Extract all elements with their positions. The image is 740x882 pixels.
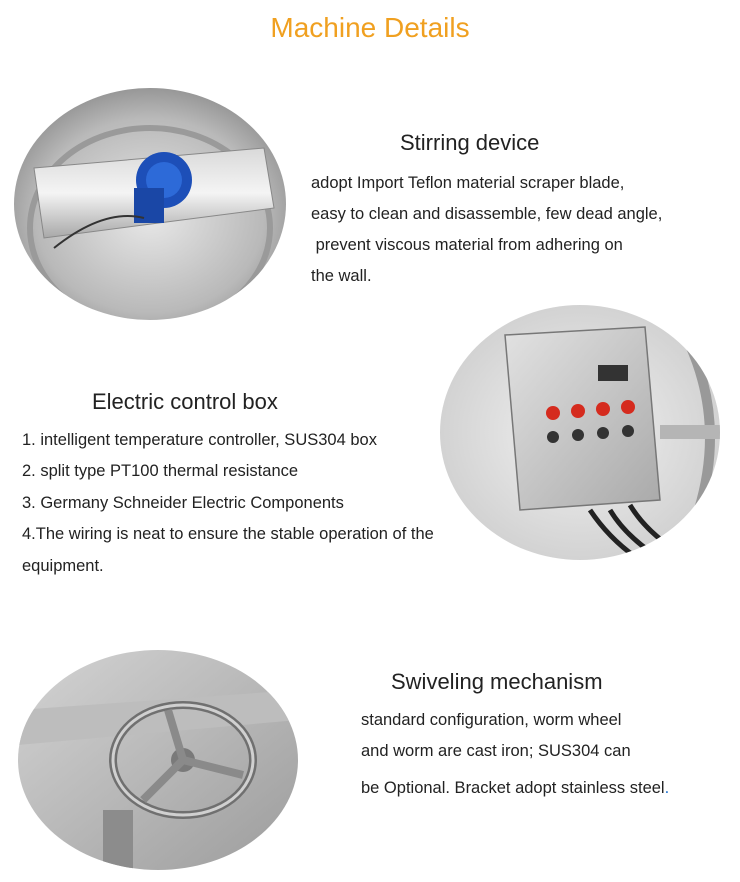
control-box-line: 1. intelligent temperature controller, SUS304 box	[22, 431, 377, 449]
swiveling-mechanism-line	[361, 779, 669, 798]
stirring-device-line: easy to clean and disassemble, few dead angle,	[311, 205, 663, 223]
control-box-title: Electric control box	[92, 389, 278, 414]
swiveling-mechanism-photo	[18, 650, 298, 870]
swiveling-mechanism-line: and worm are cast iron; SUS304 can	[361, 742, 631, 760]
trailing-period: .	[664, 779, 670, 797]
control-box-line: 4.The wiring is neat to ensure the stable operation of the	[22, 525, 434, 543]
swiveling-mechanism-title: Swiveling mechanism	[391, 669, 603, 694]
stirring-device-photo	[14, 88, 286, 320]
stirring-device-line: the wall.	[311, 267, 372, 285]
page-title: Machine Details	[270, 12, 470, 43]
control-box-line: 3. Germany Schneider Electric Components	[22, 494, 344, 512]
stirring-device-line: prevent viscous material from adhering on	[311, 236, 623, 254]
swiveling-mechanism-line-text: be Optional. Bracket adopt stainless steel	[361, 779, 665, 797]
swiveling-mechanism-line: standard configuration, worm wheel	[361, 711, 622, 729]
control-box-line: 2. split type PT100 thermal resistance	[22, 462, 299, 480]
stirring-device-title: Stirring device	[400, 130, 540, 155]
control-box-line: equipment.	[22, 557, 104, 575]
stirring-device-line: adopt Import Teflon material scraper blade,	[311, 174, 625, 192]
control-box-photo	[440, 305, 720, 560]
